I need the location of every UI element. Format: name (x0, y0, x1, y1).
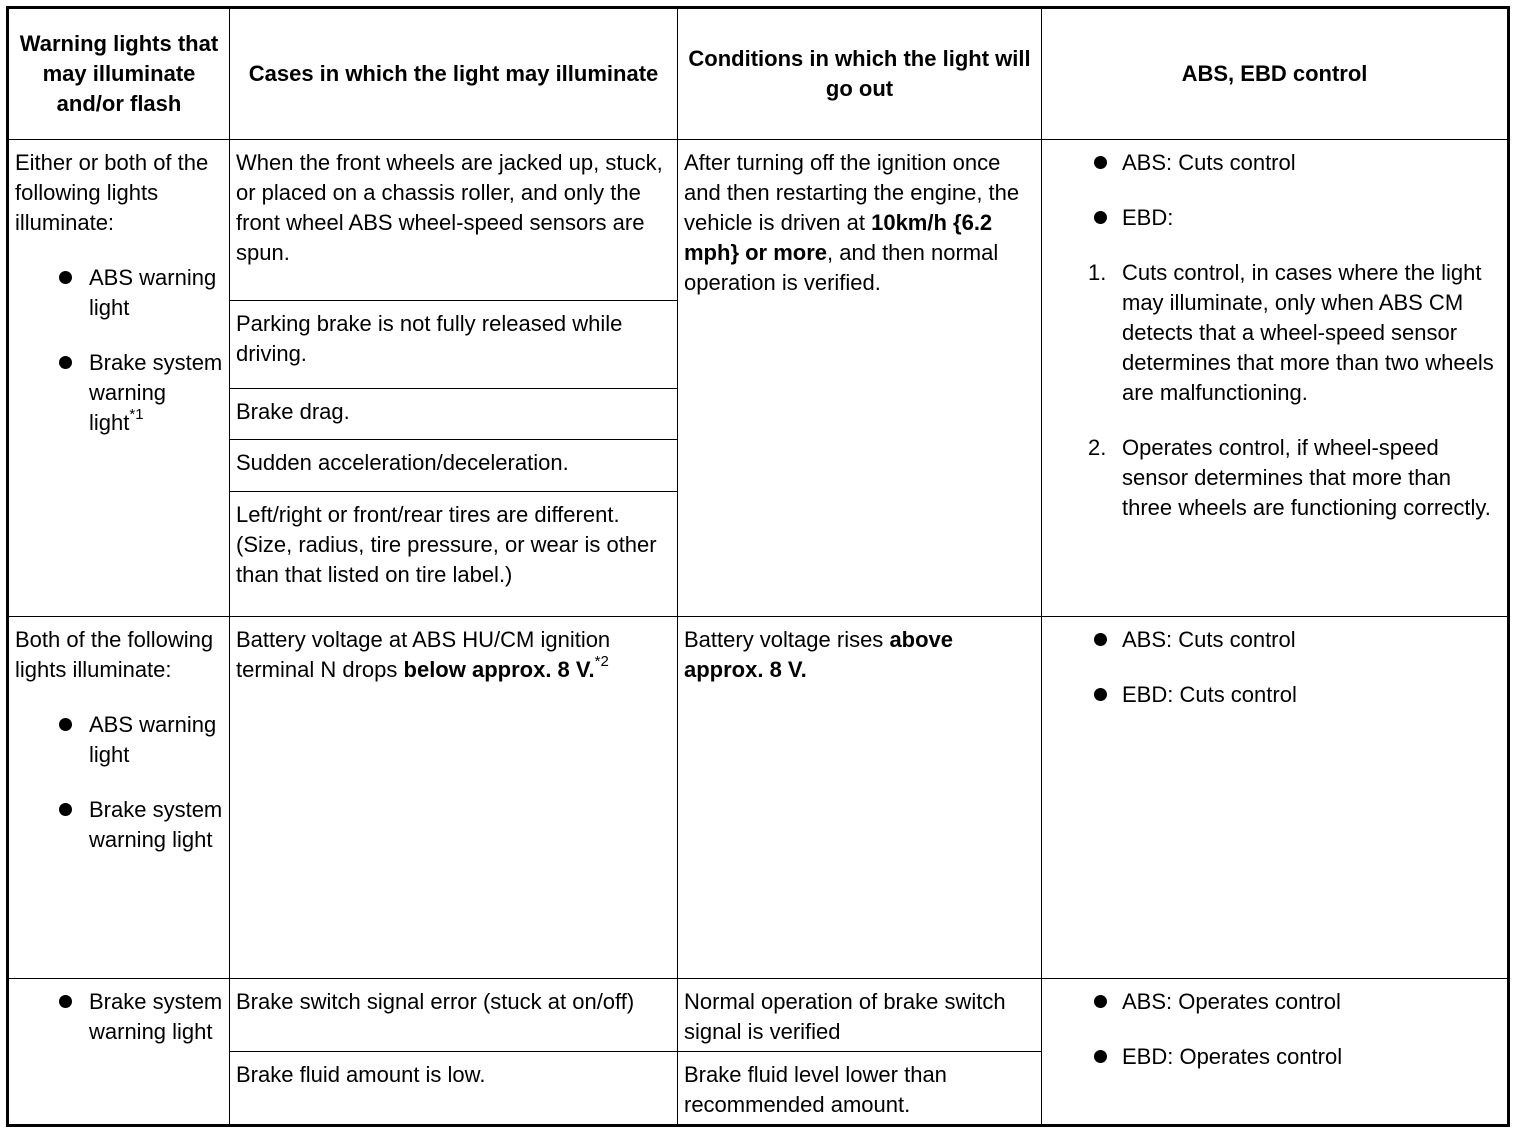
row1-light-list (15, 263, 223, 438)
row3-control (1042, 979, 1509, 1126)
abs-control-text: ABS: Cuts control (1122, 150, 1296, 175)
row2-control (1042, 617, 1509, 979)
list-item (15, 987, 223, 1047)
bullet-icon (1094, 1050, 1107, 1063)
ebd-control-text: EBD: Cuts control (1122, 682, 1297, 707)
list-item (15, 710, 223, 770)
row1-control (1042, 140, 1509, 617)
row3-control-list (1048, 987, 1501, 1072)
row3-condition-1: Normal operation of brake switch signal is verified (678, 979, 1042, 1052)
ebd-control-text: EBD: (1122, 205, 1174, 230)
row1-case-4: Sudden acceleration/deceleration. (230, 440, 678, 492)
row2-lights-cell (8, 617, 230, 979)
bullet-icon (1094, 995, 1107, 1008)
row1-lights-cell (8, 140, 230, 617)
row3-lights-cell (8, 979, 230, 1126)
condition-speed: 10km/h {6.2 mph} or more (684, 210, 993, 265)
row3-case-2: Brake fluid amount is low. (230, 1052, 678, 1126)
list-item (15, 263, 223, 323)
row2-light-list (15, 710, 223, 855)
header-cases: Cases in which the light may illuminate (230, 8, 678, 140)
row1-case-2: Parking brake is not fully released while driving. (230, 301, 678, 389)
ebd-item-text: Cuts control, in cases where the light may illuminate, only when ABS CM detects that a wheel-speed sensor determines that more than two wheels are malfunctioning. (1122, 260, 1494, 405)
header-row (8, 8, 1509, 140)
item-number: 1. (1088, 260, 1107, 285)
row1-lights-intro: Either or both of the following lights illuminate: (15, 150, 209, 235)
bullet-icon (59, 271, 72, 284)
list-item (15, 795, 223, 855)
condition-voltage: above approx. 8 V. (684, 627, 954, 682)
list-item (1048, 1042, 1501, 1072)
list-item (1048, 433, 1501, 523)
header-conditions: Conditions in which the light will go out (678, 8, 1042, 140)
table-row (8, 979, 1509, 1052)
condition-text-end: , and then normal operation is verified. (684, 240, 999, 295)
bullet-icon (59, 718, 72, 731)
condition-text: Battery voltage rises (684, 627, 890, 652)
row2-lights-intro: Both of the following lights illuminate: (15, 627, 214, 682)
bullet-icon (59, 995, 72, 1008)
list-item (1048, 258, 1501, 408)
brake-warning-light-label: Brake system warning light (89, 350, 223, 435)
ebd-numbered-list (1048, 258, 1501, 523)
row3-light-list (15, 987, 223, 1047)
bullet-icon (1094, 211, 1107, 224)
row2-case (230, 617, 678, 979)
header-abs-ebd-control: ABS, EBD control (1042, 8, 1509, 140)
list-item (1048, 987, 1501, 1017)
brake-warning-light-label: Brake system warning light (89, 797, 223, 852)
bullet-icon (1094, 156, 1107, 169)
row1-case-5: Left/right or front/rear tires are different. (Size, radius, tire pressure, or wear is other than that listed on tire label.) (230, 492, 678, 617)
warning-light-table (6, 6, 1510, 1127)
case-voltage: below approx. 8 V. (403, 657, 595, 682)
row3-condition-2: Brake fluid level lower than recommended amount. (678, 1052, 1042, 1126)
bullet-icon (1094, 688, 1107, 701)
table-row (8, 140, 1509, 301)
row3-case-1: Brake switch signal error (stuck at on/off) (230, 979, 678, 1052)
abs-control-text: ABS: Operates control (1122, 989, 1341, 1014)
row1-case-3: Brake drag. (230, 389, 678, 440)
table-row (8, 617, 1509, 979)
list-item (1048, 203, 1501, 233)
row2-control-list (1048, 625, 1501, 710)
condition-text: After turning off the ignition once and then restarting the engine, the vehicle is driven at (684, 150, 1020, 235)
brake-warning-light-label: Brake system warning light (89, 989, 223, 1044)
ebd-control-text: EBD: Operates control (1122, 1044, 1343, 1069)
header-warning-lights: Warning lights that may illuminate and/or flash (8, 8, 230, 140)
bullet-icon (59, 356, 72, 369)
row2-condition (678, 617, 1042, 979)
abs-warning-light-label: ABS warning light (89, 712, 217, 767)
row1-case-1: When the front wheels are jacked up, stuck, or placed on a chassis roller, and only the front wheel ABS wheel-speed sensors are spun. (230, 140, 678, 301)
case-text: Battery voltage at ABS HU/CM ignition terminal N drops (236, 627, 611, 682)
footnote-ref: *2 (594, 652, 609, 670)
bullet-icon (59, 803, 72, 816)
ebd-item-text: Operates control, if wheel-speed sensor determines that more than three wheels are functioning correctly. (1122, 435, 1491, 520)
list-item (1048, 148, 1501, 178)
abs-warning-light-label: ABS warning light (89, 265, 217, 320)
abs-control-text: ABS: Cuts control (1122, 627, 1296, 652)
item-number: 2. (1088, 435, 1107, 460)
bullet-icon (1094, 633, 1107, 646)
footnote-ref: *1 (129, 405, 144, 423)
list-item (1048, 680, 1501, 710)
row1-control-list (1048, 148, 1501, 233)
list-item (1048, 625, 1501, 655)
row1-condition (678, 140, 1042, 617)
list-item (15, 348, 223, 438)
